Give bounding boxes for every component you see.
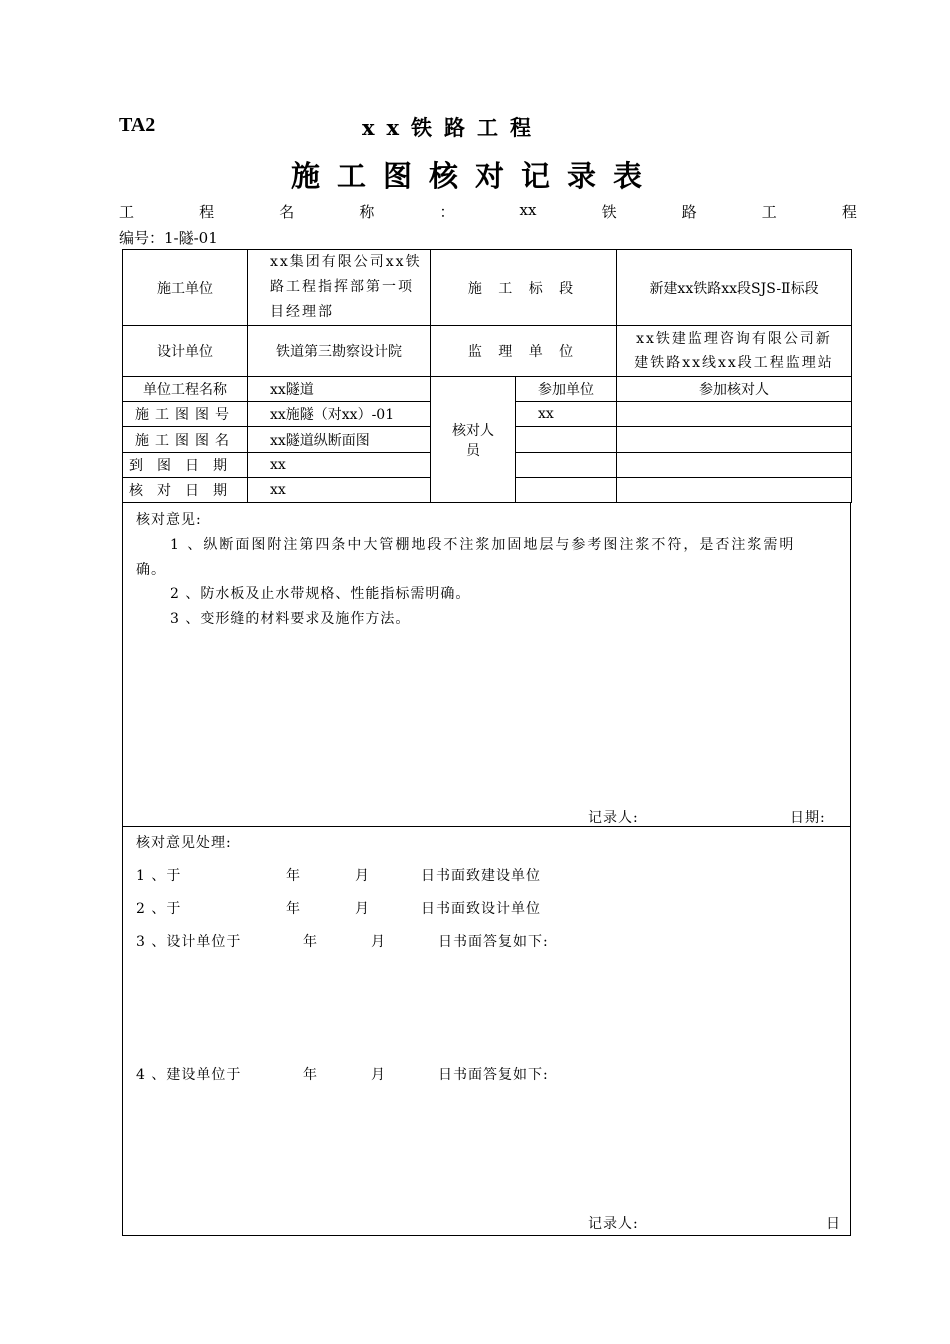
handling-row-3: 3 、设计单位于 xyxy=(136,934,242,950)
construction-unit-label: 施工单位 xyxy=(123,250,248,326)
pname-char: 铁 xyxy=(601,203,617,221)
construction-unit-value xyxy=(248,250,431,326)
participant-unit-value xyxy=(516,427,617,453)
opinion-item-1: 1 、纵断面图附注第四条中大管棚地段不注浆加固地层与参考图注浆不符，是否注浆需明 xyxy=(170,537,796,553)
unit-project-label: 单位工程名称 xyxy=(123,377,248,402)
handling-row-2-text: 日书面致设计单位 xyxy=(421,901,541,917)
checkers-label xyxy=(431,377,516,503)
drawing-no-label: 施工图图号 xyxy=(123,402,248,427)
pname-char: ： xyxy=(439,203,455,221)
design-unit-value: 铁道第三勘察设计院 xyxy=(248,326,431,377)
opinion-item-1-cont: 确。 xyxy=(136,562,166,578)
participant-unit-value xyxy=(516,478,617,503)
handling-row-4-year: 年 xyxy=(303,1067,318,1083)
opinion-section xyxy=(122,503,851,827)
supervision-line: 建铁路xx线xx段工程监理站 xyxy=(634,355,834,371)
checkers-label-line: 核对人 xyxy=(452,422,494,439)
handling-row-2-year: 年 xyxy=(286,901,301,917)
handling-row-4-text: 日书面答复如下: xyxy=(438,1067,549,1083)
construction-unit-line: xx集团有限公司xx铁 xyxy=(270,254,422,270)
pname-char: 工 xyxy=(761,203,777,221)
construction-unit-line: 路工程指挥部第一项 xyxy=(270,279,414,295)
info-table xyxy=(122,249,852,503)
opinion-item-2: 2 、防水板及止水带规格、性能指标需明确。 xyxy=(170,586,471,602)
drawing-name-label: 施工图图名 xyxy=(123,427,248,453)
project-heading: xx铁路工程 xyxy=(362,115,544,140)
supervision-value xyxy=(617,326,852,377)
arrival-date-label: 到图日期 xyxy=(123,453,248,478)
form-code: TA2 xyxy=(119,114,156,136)
check-date-value: xx xyxy=(248,478,431,503)
pname-char: 程 xyxy=(841,203,857,221)
handling-row-2: 2 、于 xyxy=(136,901,182,917)
opinion-label: 核对意见: xyxy=(136,512,202,528)
handling-row-1-year: 年 xyxy=(286,868,301,884)
handling-row-3-text: 日书面答复如下: xyxy=(438,934,549,950)
handling-row-1-month: 月 xyxy=(355,868,370,884)
table-row xyxy=(123,377,852,402)
pname-char: 称 xyxy=(359,203,375,221)
handling-row-3-year: 年 xyxy=(303,934,318,950)
drawing-no-value: xx施隧（对xx）-01 xyxy=(248,402,431,427)
participant-unit-header: 参加单位 xyxy=(516,377,617,402)
participant-person-header: 参加核对人 xyxy=(617,377,852,402)
handling-row-4: 4 、建设单位于 xyxy=(136,1067,242,1083)
participant-unit-value: xx xyxy=(516,402,617,427)
supervision-label: 监 理 单 位 xyxy=(431,326,617,377)
handling-row-3-month: 月 xyxy=(371,934,386,950)
arrival-date-value: xx xyxy=(248,453,431,478)
handling-recorder: 记录人: xyxy=(588,1216,639,1232)
opinion-recorder: 记录人: xyxy=(588,810,639,826)
project-name-line xyxy=(119,201,857,222)
handling-row-1-text: 日书面致建设单位 xyxy=(421,868,541,884)
table-row xyxy=(123,250,852,326)
participant-unit-value xyxy=(516,453,617,478)
participant-person-value xyxy=(617,453,852,478)
pname-char: 名 xyxy=(279,203,295,221)
serial-number: 编号：1-隧-01 xyxy=(119,229,218,247)
handling-row-4-month: 月 xyxy=(371,1067,386,1083)
design-unit-label: 设计单位 xyxy=(123,326,248,377)
participant-person-value xyxy=(617,427,852,453)
pname-char: xx xyxy=(519,201,537,219)
opinion-item-3: 3 、变形缝的材料要求及施作方法。 xyxy=(170,611,411,627)
handling-row-1: 1 、于 xyxy=(136,868,182,884)
participant-person-value xyxy=(617,402,852,427)
construction-unit-line: 目经理部 xyxy=(270,304,334,320)
section-label: 施 工 标 段 xyxy=(431,250,617,326)
checkers-label-line: 员 xyxy=(466,442,480,459)
section-value: 新建xx铁路xx段SJS-Ⅱ标段 xyxy=(617,250,852,326)
handling-row-2-month: 月 xyxy=(355,901,370,917)
handling-date: 日 xyxy=(826,1216,841,1232)
handling-section xyxy=(122,827,851,1236)
handling-label: 核对意见处理: xyxy=(136,835,232,851)
table-row xyxy=(123,326,852,377)
opinion-date: 日期: xyxy=(790,810,826,826)
pname-char: 程 xyxy=(199,203,215,221)
page-title: 施工图核对记录表 xyxy=(290,159,659,193)
supervision-line: xx铁建监理咨询有限公司新 xyxy=(636,331,832,347)
pname-char: 路 xyxy=(681,203,697,221)
pname-char: 工 xyxy=(119,203,135,221)
check-date-label: 核对日期 xyxy=(123,478,248,503)
unit-project-value: xx隧道 xyxy=(248,377,431,402)
drawing-name-value: xx隧道纵断面图 xyxy=(248,427,431,453)
participant-person-value xyxy=(617,478,852,503)
